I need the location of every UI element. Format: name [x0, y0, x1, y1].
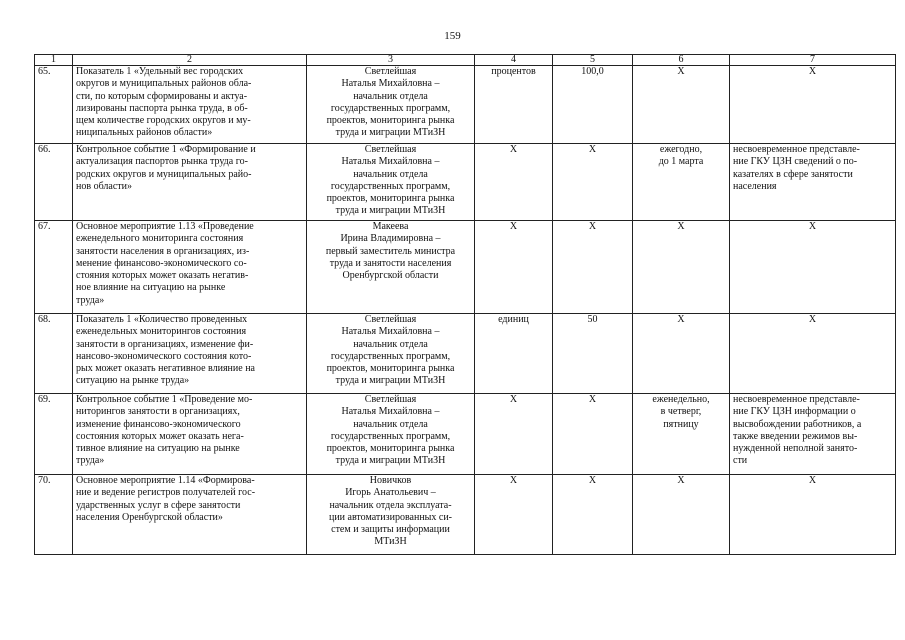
column-header: 4	[475, 55, 553, 66]
row-description: Показатель 1 «Удельный вес городских округов и муниципальных районов обла- сти, по которым сформированы и актуа- лизированы паспорта рынка труда, в об- щем количестве городских округов и му- ниципальных районов области»	[73, 66, 307, 144]
header-row	[35, 55, 896, 66]
row-value: Х	[553, 221, 633, 314]
row-value: Х	[553, 144, 633, 221]
row-note: Х	[730, 314, 896, 394]
row-deadline: еженедельно, в четверг, пятницу	[633, 394, 730, 475]
table-row	[35, 475, 896, 555]
row-unit: Х	[475, 221, 553, 314]
column-header: 7	[730, 55, 896, 66]
row-deadline: Х	[633, 66, 730, 144]
plan-table	[34, 54, 896, 555]
row-note: Х	[730, 475, 896, 555]
row-number: 68.	[35, 314, 73, 394]
row-value: Х	[553, 394, 633, 475]
row-deadline: Х	[633, 221, 730, 314]
row-number: 70.	[35, 475, 73, 555]
column-header: 1	[35, 55, 73, 66]
table-row	[35, 66, 896, 144]
row-unit: единиц	[475, 314, 553, 394]
row-description: Контрольное событие 1 «Проведение мо- ниторингов занятости в организациях, изменение финансово-экономического состояния которых может оказать нега- тивное влияние на ситуацию на рынке труда»	[73, 394, 307, 475]
row-unit: Х	[475, 475, 553, 555]
row-responsible: Светлейшая Наталья Михайловна – начальник отдела государственных программ, проектов, мониторинга рынка труда и миграции МТиЗН	[307, 66, 475, 144]
column-header: 3	[307, 55, 475, 66]
row-number: 69.	[35, 394, 73, 475]
row-note: Х	[730, 221, 896, 314]
row-note: несвоевременное представле- ние ГКУ ЦЗН сведений о по- казателях в сфере занятости населения	[730, 144, 896, 221]
row-deadline: ежегодно, до 1 марта	[633, 144, 730, 221]
column-header: 5	[553, 55, 633, 66]
table-row	[35, 394, 896, 475]
row-unit: Х	[475, 394, 553, 475]
row-description: Основное мероприятие 1.14 «Формирова- ние и ведение регистров получателей гос- ударственных услуг в сфере занятости населения Оренбургской области»	[73, 475, 307, 555]
row-deadline: Х	[633, 314, 730, 394]
row-responsible: Светлейшая Наталья Михайловна – начальник отдела государственных программ, проектов, мониторинга рынка труда и миграции МТиЗН	[307, 144, 475, 221]
page-number: 159	[444, 30, 461, 42]
table-row	[35, 314, 896, 394]
row-value: Х	[553, 475, 633, 555]
row-value: 100,0	[553, 66, 633, 144]
row-description: Контрольное событие 1 «Формирование и актуализация паспортов рынка труда го- родских округов и муниципальных райо- нов области»	[73, 144, 307, 221]
row-value: 50	[553, 314, 633, 394]
row-responsible: Светлейшая Наталья Михайловна – начальник отдела государственных программ, проектов, мониторинга рынка труда и миграции МТиЗН	[307, 394, 475, 475]
row-number: 67.	[35, 221, 73, 314]
row-description: Основное мероприятие 1.13 «Проведение еженедельного мониторинга состояния занятости населения в организациях, из- менение финансово-экономического со- стояния которых может оказать негатив- ное влияние на ситуацию на рынке труда»	[73, 221, 307, 314]
row-unit: Х	[475, 144, 553, 221]
row-unit: процентов	[475, 66, 553, 144]
row-number: 66.	[35, 144, 73, 221]
row-number: 65.	[35, 66, 73, 144]
column-header: 6	[633, 55, 730, 66]
table-row	[35, 144, 896, 221]
row-responsible: Макеева Ирина Владимировна – первый заместитель министра труда и занятости населения Оренбургской области	[307, 221, 475, 314]
row-responsible: Светлейшая Наталья Михайловна – начальник отдела государственных программ, проектов, мониторинга рынка труда и миграции МТиЗН	[307, 314, 475, 394]
row-note: Х	[730, 66, 896, 144]
column-header: 2	[73, 55, 307, 66]
table-row	[35, 221, 896, 314]
row-description: Показатель 1 «Количество проведенных еженедельных мониторингов состояния занятости в организациях, изменение фи- нансово-экономического состояния кото- рых может оказать негативное влияние на ситуацию на рынке труда»	[73, 314, 307, 394]
row-responsible: Новичков Игорь Анатольевич – начальник отдела эксплуата- ции автоматизированных си- стем и защиты информации МТиЗН	[307, 475, 475, 555]
row-deadline: Х	[633, 475, 730, 555]
row-note: несвоевременное представле- ние ГКУ ЦЗН информации о высвобождении работников, а также введении режимов вы- нужденной неполной занято- сти	[730, 394, 896, 475]
